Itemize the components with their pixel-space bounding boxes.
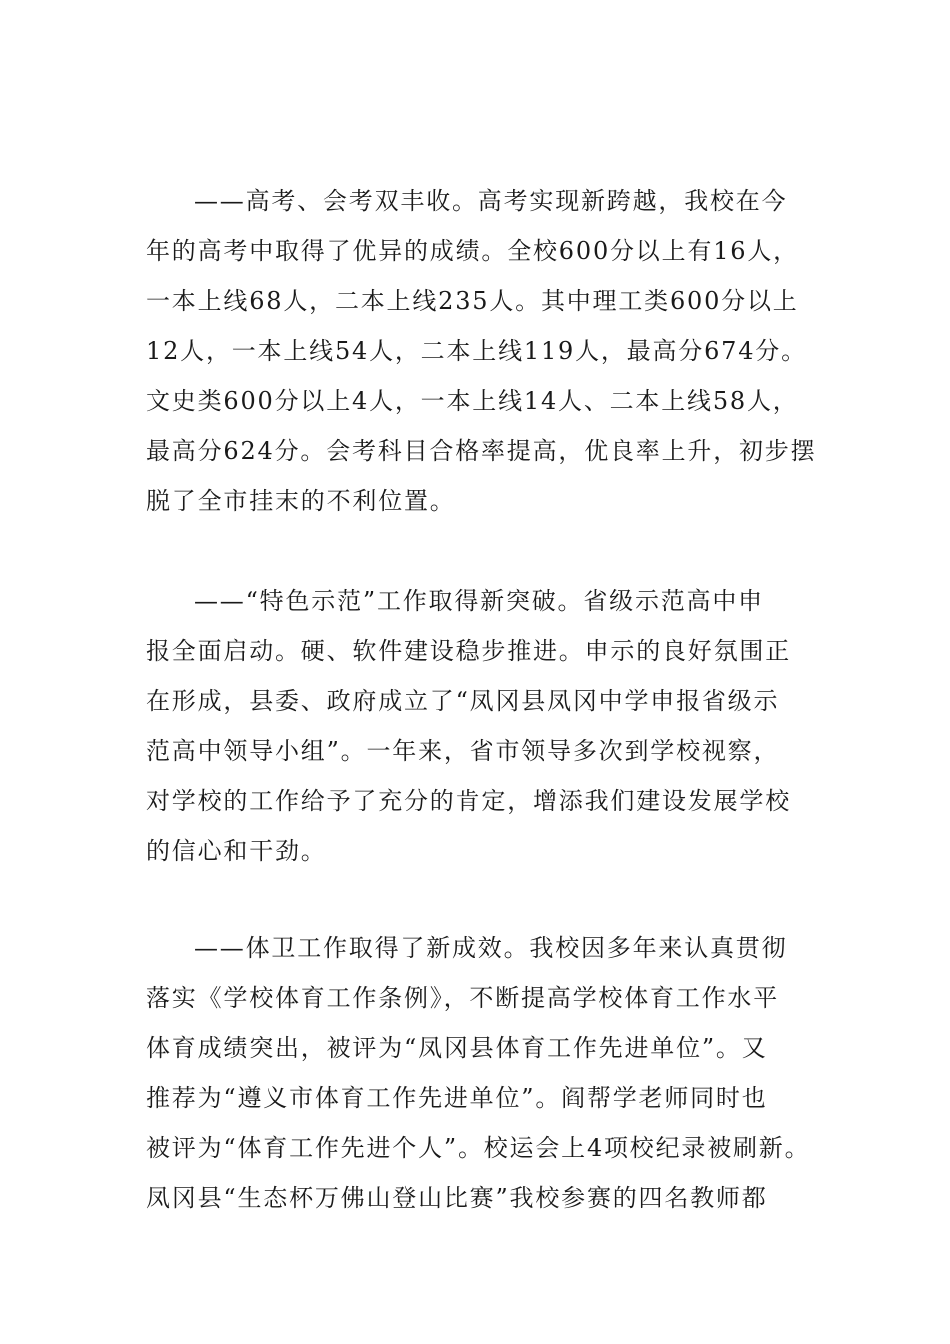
text-line: ——“特色示范”工作取得新突破。省级示范高中申 — [194, 587, 764, 615]
text-line: 在形成，县委、政府成立了“凤冈县凤冈中学申报省级示 — [146, 687, 780, 715]
text-line: 12人，一本上线54人，二本上线119人，最高分674分。 — [146, 337, 807, 365]
paragraph-demonstration-work — [146, 576, 846, 876]
paragraph-sports-health — [146, 923, 846, 1223]
text-line: 文史类600分以上4人，一本上线14人、二本上线58人， — [146, 387, 799, 415]
text-line: 的信心和干劲。 — [146, 837, 327, 865]
text-line: 推荐为“遵义市体育工作先进单位”。阎帮学老师同时也 — [146, 1084, 768, 1112]
text-line: 最高分624分。会考科目合格率提高，优良率上升，初步摆 — [146, 437, 817, 465]
text-line: 范高中领导小组”。一年来，省市领导多次到学校视察， — [146, 737, 780, 765]
text-line: 被评为“体育工作先进个人”。校运会上4项校纪录被刷新。 — [146, 1134, 811, 1162]
text-line: 脱了全市挂末的不利位置。 — [146, 487, 456, 515]
text-line: ——高考、会考双丰收。高考实现新跨越，我校在今 — [194, 187, 788, 215]
text-line: 一本上线68人，二本上线235人。其中理工类600分以上 — [146, 287, 799, 315]
text-line: 年的高考中取得了优异的成绩。全校600分以上有16人， — [146, 237, 799, 265]
text-line: 落实《学校体育工作条例》，不断提高学校体育工作水平 — [146, 984, 779, 1012]
text-line: 凤冈县“生态杯万佛山登山比赛”我校参赛的四名教师都 — [146, 1184, 768, 1212]
text-line: 报全面启动。硬、软件建设稳步推进。申示的良好氛围正 — [146, 637, 791, 665]
text-line: ——体卫工作取得了新成效。我校因多年来认真贯彻 — [194, 934, 788, 962]
text-line: 体育成绩突出，被评为“凤冈县体育工作先进单位”。又 — [146, 1034, 768, 1062]
paragraph-exam-results — [146, 176, 846, 526]
text-line: 对学校的工作给予了充分的肯定，增添我们建设发展学校 — [146, 787, 791, 815]
